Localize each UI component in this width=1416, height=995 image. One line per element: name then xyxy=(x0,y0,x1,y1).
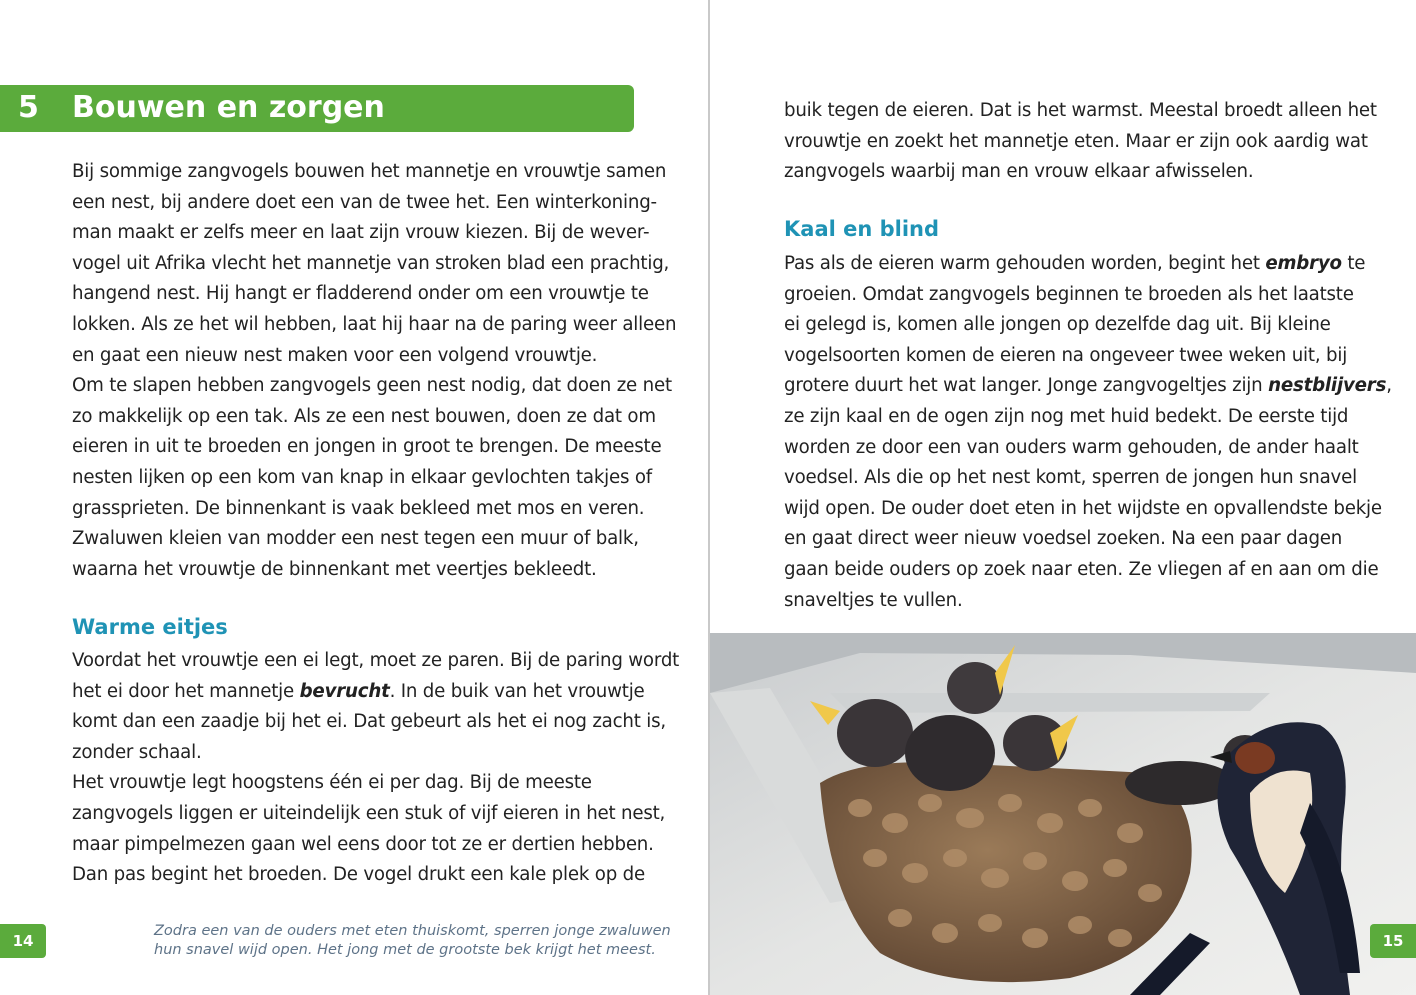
text-line: vogel uit Afrika vlecht het mannetje van stroken blad een prachtig, xyxy=(72,252,670,274)
text-line: en gaat een nieuw nest maken voor een volgend vrouwtje. xyxy=(72,344,598,366)
chapter-number: 5 xyxy=(18,90,39,125)
text-line xyxy=(784,371,1392,402)
text-fragment: grotere duurt het wat langer. Jonge zangvogeltjes zijn xyxy=(784,375,1269,397)
text-line: waarna het vrouwtje de binnenkant met veertjes bekleedt. xyxy=(72,558,597,580)
text-line: voedsel. Als die op het nest komt, sperren de jongen hun snavel xyxy=(784,467,1357,489)
term-bevrucht: bevrucht xyxy=(299,680,390,702)
text-line: vrouwtje en zoekt het mannetje eten. Maar er zijn ook aardig wat xyxy=(784,130,1368,152)
page-number-left: 14 xyxy=(0,924,46,958)
text-line: komt dan een zaadje bij het ei. Dat gebeurt als het ei nog zacht is, xyxy=(72,711,666,733)
warme-eitjes-paragraph xyxy=(72,646,679,891)
caption-line: Zodra een van de ouders met eten thuiskomt, sperren jonge zwaluwen xyxy=(154,923,671,939)
text-line: hangend nest. Hij hangt er fladderend onder om een vrouwtje te xyxy=(72,283,649,305)
text-fragment: . In de buik van het vrouwtje xyxy=(389,680,645,702)
text-line: snaveltjes te vullen. xyxy=(784,589,963,611)
right-page xyxy=(710,0,1416,995)
text-fragment: Pas als de eieren warm gehouden worden, begint het xyxy=(784,253,1266,274)
intro-paragraph xyxy=(72,157,676,585)
text-line: Voordat het vrouwtje een ei legt, moet ze paren. Bij de paring wordt xyxy=(72,650,680,671)
text-line: zonder schaal. xyxy=(72,741,202,763)
text-line: maar pimpelmezen gaan wel eens door tot ze er dertien hebben. xyxy=(72,833,654,855)
swallow-nest-photo xyxy=(710,633,1416,995)
text-line: Om te slapen hebben zangvogels geen nest nodig, dat doen ze net xyxy=(72,375,672,397)
text-line: zangvogels liggen er uiteindelijk een stuk of vijf eieren in het nest, xyxy=(72,802,666,824)
text-line: Zwaluwen kleien van modder een nest tegen een muur of balk, xyxy=(72,528,639,550)
text-line: wijd open. De ouder doet eten in het wijdste en opvallendste bekje xyxy=(784,497,1382,519)
text-line: buik tegen de eieren. Dat is het warmst. Meestal broedt alleen het xyxy=(784,100,1377,121)
text-fragment: te xyxy=(1341,253,1366,274)
caption-line: hun snavel wijd open. Het jong met de grootste bek krijgt het meest. xyxy=(154,942,656,958)
text-line: grassprieten. De binnenkant is vaak bekleed met mos en veren. xyxy=(72,497,645,519)
text-line: ei gelegd is, komen alle jongen op dezelfde dag uit. Bij kleine xyxy=(784,314,1331,336)
text-line: Bij sommige zangvogels bouwen het mannetje en vrouwtje samen xyxy=(72,161,667,182)
text-line: een nest, bij andere doet een van de twee het. Een winterkoning- xyxy=(72,191,657,213)
text-line: eieren in uit te broeden en jongen in groot te brengen. De meeste xyxy=(72,436,662,458)
text-line: en gaat direct weer nieuw voedsel zoeken. Na een paar dagen xyxy=(784,528,1343,550)
text-line: gaan beide ouders op zoek naar eten. Ze vliegen af en aan om die xyxy=(784,558,1379,580)
text-fragment: , xyxy=(1386,375,1392,397)
section-heading-kaal-en-blind: Kaal en blind xyxy=(784,217,940,241)
text-line: zo makkelijk op een tak. Als ze een nest bouwen, doen ze dat om xyxy=(72,405,656,427)
text-line: Het vrouwtje legt hoogstens één ei per dag. Bij de meeste xyxy=(72,772,592,794)
chapter-title: Bouwen en zorgen xyxy=(72,90,385,125)
text-line: nesten lijken op een kom van knap in elkaar gevlochten takjes of xyxy=(72,466,652,488)
text-line: Dan pas begint het broeden. De vogel drukt een kale plek op de xyxy=(72,864,645,886)
text-line: groeien. Omdat zangvogels beginnen te broeden als het laatste xyxy=(784,283,1354,305)
text-line xyxy=(72,677,679,708)
text-line: zangvogels waarbij man en vrouw elkaar afwisselen. xyxy=(784,161,1254,183)
kaal-en-blind-paragraph xyxy=(784,249,1392,616)
text-line: lokken. Als ze het wil hebben, laat hij haar na de paring weer alleen xyxy=(72,313,677,335)
photo-caption xyxy=(154,922,671,960)
page-number-right: 15 xyxy=(1370,924,1416,958)
continued-paragraph xyxy=(784,96,1377,188)
text-line: man maakt er zelfs meer en laat zijn vrouw kiezen. Bij de wever- xyxy=(72,222,650,244)
text-fragment: het ei door het mannetje xyxy=(72,680,300,702)
section-heading-warme-eitjes: Warme eitjes xyxy=(72,615,228,639)
text-line xyxy=(784,249,1392,280)
text-line: ze zijn kaal en de ogen zijn nog met huid bedekt. De eerste tijd xyxy=(784,405,1349,427)
term-embryo: embryo xyxy=(1265,253,1342,274)
term-nestblijvers: nestblijvers xyxy=(1268,375,1387,397)
text-line: vogelsoorten komen de eieren na ongeveer twee weken uit, bij xyxy=(784,344,1348,366)
chapter-header xyxy=(0,85,634,132)
text-line: worden ze door een van ouders warm gehouden, de ander haalt xyxy=(784,436,1359,458)
